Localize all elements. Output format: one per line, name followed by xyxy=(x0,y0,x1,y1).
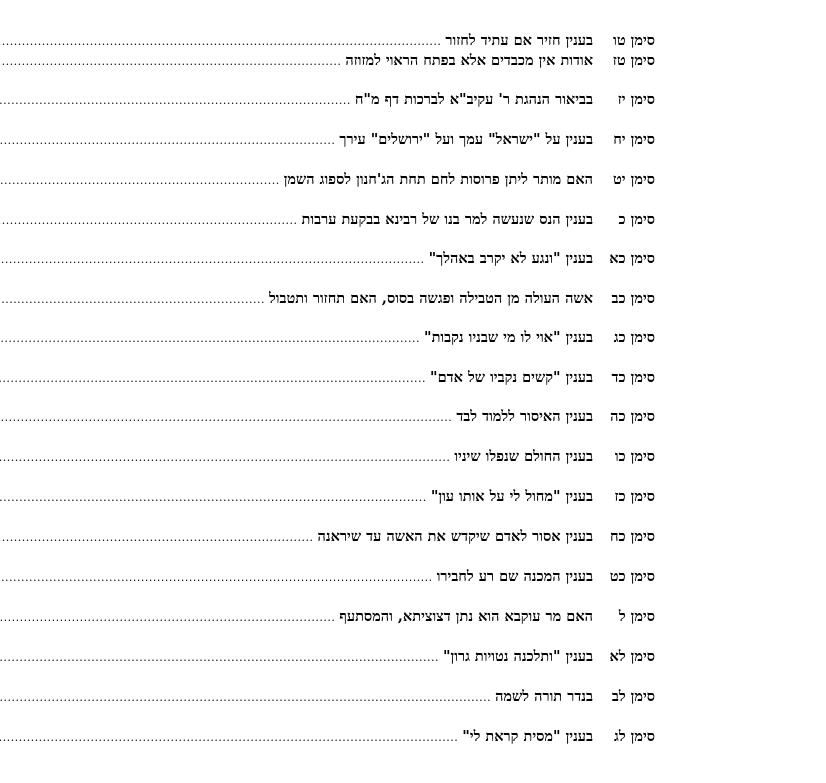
dot-leader xyxy=(0,210,302,232)
entry-title: האם מר עוקבא הוא נתן דצוציתא, והמסתעף xyxy=(339,608,593,625)
entry-title: בענין המכנה שם רע לחבירו xyxy=(436,568,593,585)
dot-leader xyxy=(0,90,355,112)
toc-entry xyxy=(170,327,655,349)
siman-number: סימן כא xyxy=(609,250,655,267)
siman-number: סימן לג xyxy=(614,728,655,745)
toc-entry xyxy=(170,606,655,628)
siman-number: סימן כו xyxy=(614,448,655,465)
toc-entry xyxy=(170,248,655,270)
entry-title: האם מותר ליתן פרוסות לחם תחת הג'חנון לספוג השמן xyxy=(283,171,593,188)
toc-entry xyxy=(170,129,655,151)
siman-number: סימן לב xyxy=(611,688,655,705)
toc-entry xyxy=(170,406,655,428)
siman-number: סימן כד xyxy=(611,369,655,386)
dot-leader xyxy=(0,289,269,311)
dot-leader xyxy=(0,328,424,350)
dot-leader xyxy=(0,727,462,749)
siman-number: סימן כז xyxy=(614,488,655,505)
siman-number: סימן כט xyxy=(609,568,655,585)
dot-leader xyxy=(0,368,430,390)
dot-leader xyxy=(0,249,429,271)
siman-number: סימן ל xyxy=(618,608,655,625)
toc-entry xyxy=(170,686,655,708)
entry-title: בנדר תורה לשמה xyxy=(495,688,593,705)
toc-entry xyxy=(170,566,655,588)
toc-entry xyxy=(170,446,655,468)
entry-title: בענין "מסית קראת לי" xyxy=(462,728,593,745)
dot-leader xyxy=(0,447,454,469)
dot-leader xyxy=(0,687,495,709)
dot-leader xyxy=(0,407,456,429)
dot-leader xyxy=(0,487,431,509)
siman-number: סימן טז xyxy=(612,52,655,69)
siman-number: סימן יז xyxy=(617,91,655,108)
dot-leader xyxy=(0,567,437,589)
siman-number: סימן יט xyxy=(613,171,655,188)
entry-title: בענין "מחול לי על אותו עון" xyxy=(430,488,593,505)
siman-number: סימן לא xyxy=(609,648,655,665)
dot-leader xyxy=(0,607,339,629)
toc-entry xyxy=(170,50,655,72)
toc-entry xyxy=(170,726,655,748)
entry-title: בענין "קשים נקביו של אדם" xyxy=(430,369,593,386)
entry-title: אשה העולה מן הטבילה ופגשה בסוס, האם תחזור ותטבול xyxy=(268,290,593,307)
toc-entry xyxy=(170,209,655,231)
entry-title: בענין "ונגע לא יקרב באהלך" xyxy=(428,250,593,267)
toc-entry xyxy=(170,30,655,52)
toc-entry xyxy=(170,646,655,668)
dot-leader xyxy=(0,647,443,669)
siman-number: סימן כח xyxy=(609,528,655,545)
toc-entry xyxy=(170,486,655,508)
siman-number: סימן כג xyxy=(613,329,655,346)
entry-title: בענין חזיר אם עתיד לחזור xyxy=(445,32,593,49)
siman-number: סימן כב xyxy=(611,290,655,307)
siman-number: סימן כ xyxy=(618,211,655,228)
toc-entry xyxy=(170,367,655,389)
entry-title: אודות אין מכבדים אלא בפתח הראוי למזוזה xyxy=(345,52,593,69)
entry-title: בענין החולם שנפלו שיניו xyxy=(454,448,593,465)
siman-number: סימן כה xyxy=(610,408,655,425)
siman-number: סימן יח xyxy=(613,131,655,148)
dot-leader xyxy=(0,527,318,549)
entry-title: בענין אסור לאדם שיקדש את האשה עד שיראנה xyxy=(317,528,593,545)
toc-entry xyxy=(170,169,655,191)
dot-leader xyxy=(0,130,339,152)
entry-title: בענין האיסור ללמוד לבד xyxy=(456,408,593,425)
entry-title: בענין על "ישראל" עמך ועל "ירושלים" עירך xyxy=(339,131,593,148)
dot-leader xyxy=(0,51,345,73)
entry-title: בענין "אוי לו מי שבניו נקבות" xyxy=(424,329,593,346)
entry-title: בענין הנס שנעשה למר בנו של רבינא בבקעת ערבות xyxy=(301,211,593,228)
dot-leader xyxy=(0,170,284,192)
toc-entry xyxy=(170,89,655,111)
entry-title: בביאור הנהגת ר' עקיב"א לברכות דף מ"ח xyxy=(354,91,593,108)
toc-entry xyxy=(170,526,655,548)
entry-title: בענין "ותלכנה נטויות גרון" xyxy=(443,648,593,665)
toc-entry xyxy=(170,288,655,310)
siman-number: סימן טו xyxy=(613,32,655,49)
